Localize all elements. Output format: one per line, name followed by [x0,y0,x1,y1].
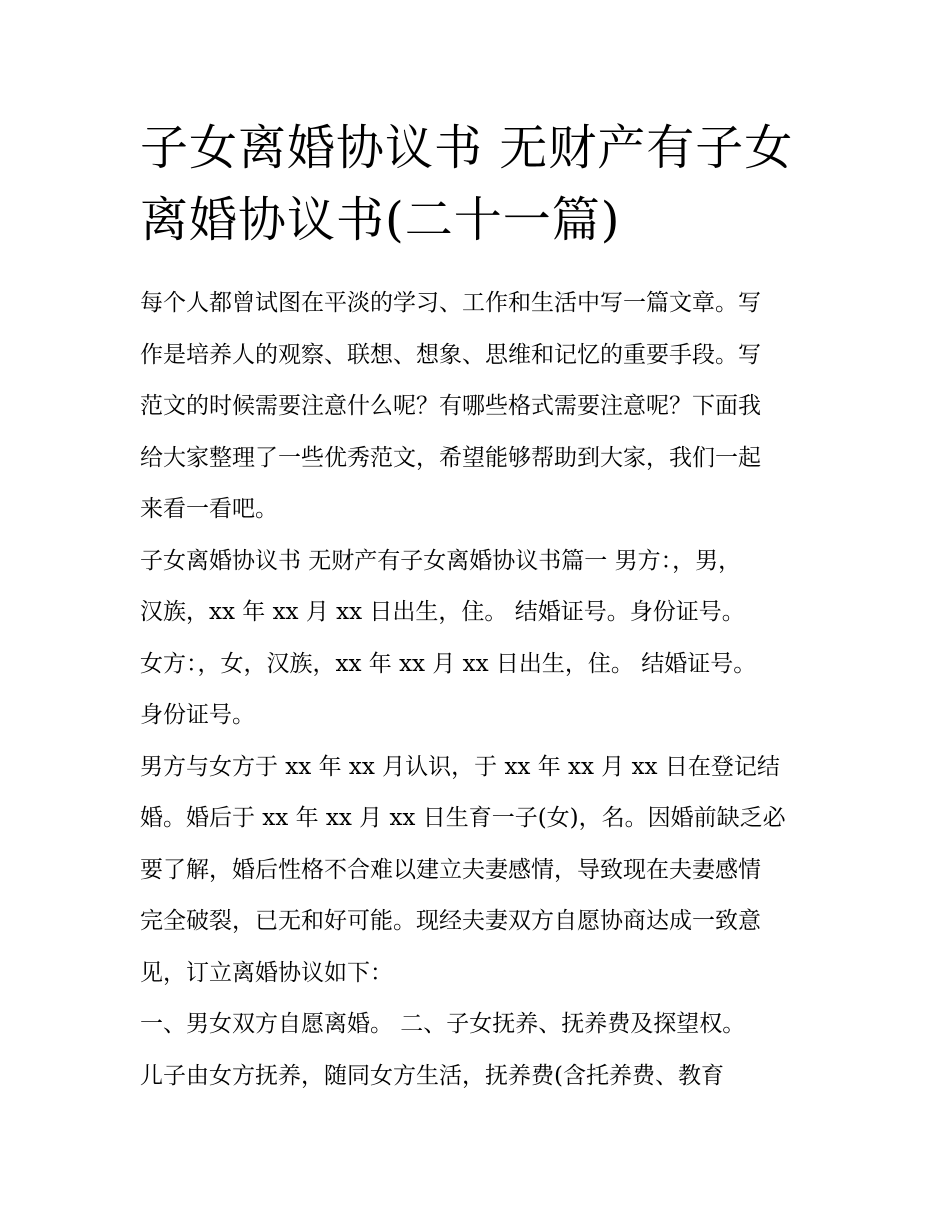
title-line: 子女离婚协议书 无财产有子女 [140,120,794,176]
body-line: 女方：，女，汉族，xx 年 xx 月 xx 日出生，住。 结婚证号。 [140,650,757,677]
body-line: 完全破裂，已无和好可能。现经夫妻双方自愿协商达成一致意 [140,908,761,934]
body-line: 男方与女方于 xx 年 xx 月认识，于 xx 年 xx 月 xx 日在登记结 [140,753,780,780]
body-line: 来看一看吧。 [140,496,278,522]
body-line: 汉族，xx 年 xx 月 xx 日出生，住。 结婚证号。身份证号。 [140,599,745,625]
document-body [140,278,820,1102]
body-line: 要了解，婚后性格不合难以建立夫妻感情，导致现在夫妻感情 [140,856,761,883]
body-line: 子女离婚协议书 无财产有子女离婚协议书篇一 男方：，男， [140,547,742,574]
body-line: 婚。婚后于 xx 年 xx 月 xx 日生育一子(女)，名。因婚前缺乏必 [140,805,786,831]
body-line: 儿子由女方抚养，随同女方生活，抚养费(含托养费、教育 [140,1062,724,1089]
document-title [140,112,820,256]
body-line: 每个人都曾试图在平淡的学习、工作和生活中写一篇文章。写 [140,290,761,316]
body-line: 身份证号。 [140,702,255,728]
body-line: 作是培养人的观察、联想、想象、思维和记忆的重要手段。写 [140,341,761,368]
title-line: 离婚协议书(二十一篇) [140,192,621,248]
body-line: 范文的时候需要注意什么呢？有哪些格式需要注意呢？下面我 [140,393,761,419]
body-line: 一、男女双方自愿离婚。 二、子女抚养、抚养费及探望权。 [140,1011,746,1037]
body-line: 见，订立离婚协议如下： [140,959,393,986]
body-line: 给大家整理了一些优秀范文，希望能够帮助到大家，我们一起 [140,444,761,471]
